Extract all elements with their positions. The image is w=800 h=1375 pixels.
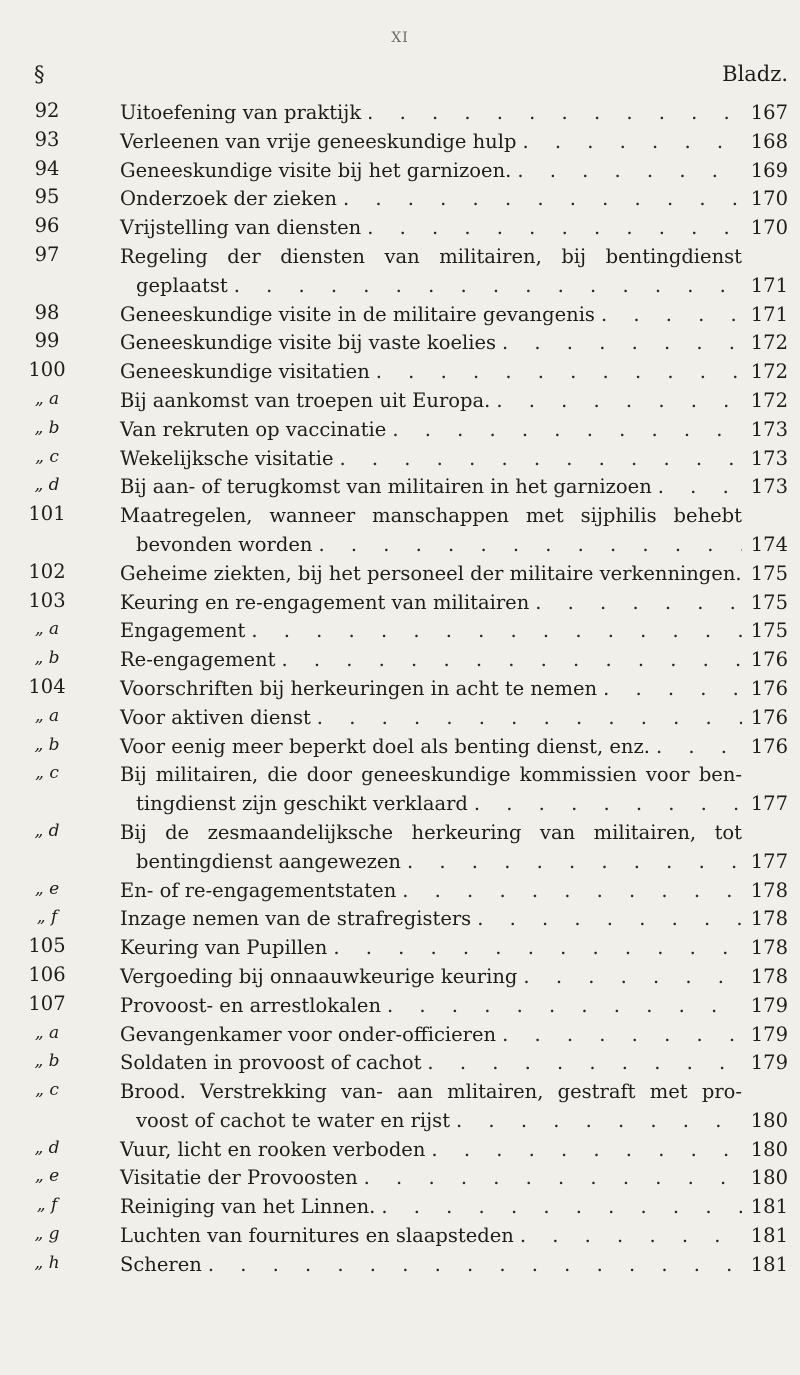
entry-number: „ c xyxy=(35,446,59,467)
entry-number: 100 xyxy=(28,358,66,382)
entry-title: Regeling der diensten van militairen, bij bentingdienst xyxy=(120,244,742,268)
entry-page-number: 175 xyxy=(750,619,788,643)
dot-leader xyxy=(396,877,742,906)
entry-number: 94 xyxy=(34,156,60,180)
entry-number: 96 xyxy=(34,214,60,238)
entry-title-wrap xyxy=(120,358,742,387)
toc-entry xyxy=(22,157,788,186)
dot-leader xyxy=(496,1021,742,1050)
entry-line xyxy=(120,1251,742,1280)
page-number: XI xyxy=(391,30,409,46)
dot-leader xyxy=(333,445,742,474)
entry-line xyxy=(120,675,742,704)
entry-line xyxy=(120,963,742,992)
entry-page-number: 177 xyxy=(750,849,788,873)
dot-leader xyxy=(358,1164,742,1193)
entry-line xyxy=(120,445,742,474)
entry-line xyxy=(120,1078,742,1107)
dot-leader xyxy=(228,272,742,301)
entry-page-number: 172 xyxy=(750,360,788,384)
dot-leader xyxy=(517,963,742,992)
toc-entry xyxy=(22,617,788,646)
entry-title: Voor eenig meer beperkt doel als benting dienst, enz. xyxy=(120,734,650,758)
entry-line xyxy=(120,1021,742,1050)
entry-title: Geneeskundige visite in de militaire gevangenis xyxy=(120,302,595,326)
toc-entry xyxy=(22,560,788,589)
entry-line xyxy=(120,128,742,157)
entry-page-number: 179 xyxy=(750,1022,788,1046)
entry-page-number: 172 xyxy=(750,388,788,412)
entry-title: Maatregelen, wanneer manschappen met sijphilis behebt xyxy=(120,504,742,528)
entry-title: Verleenen van vrije geneeskundige hulp xyxy=(120,129,517,153)
dot-leader xyxy=(450,1107,742,1136)
dot-leader xyxy=(381,992,742,1021)
entry-line xyxy=(120,704,742,733)
entry-title-wrap xyxy=(120,589,742,618)
entry-title-wrap xyxy=(120,646,742,675)
entry-title-wrap xyxy=(120,704,742,733)
toc-entry xyxy=(22,1222,788,1251)
entry-title: Geneeskundige visite bij het garnizoen. xyxy=(120,158,512,182)
entry-line xyxy=(120,99,742,128)
entry-title-wrap xyxy=(120,445,742,474)
dot-leader xyxy=(529,589,742,618)
entry-title-wrap xyxy=(136,848,742,877)
dot-leader xyxy=(275,646,742,675)
entry-page-number: 171 xyxy=(750,273,788,297)
toc-entry xyxy=(22,675,788,704)
entry-title-wrap xyxy=(120,185,742,214)
entry-number: „ b xyxy=(34,648,60,669)
entry-number: 95 xyxy=(34,185,60,209)
entry-page-number: 176 xyxy=(750,648,788,672)
entry-page-number: 178 xyxy=(750,907,788,931)
entry-page-number: 173 xyxy=(750,446,788,470)
toc-entry xyxy=(22,704,788,733)
entry-title: Vuur, licht en rooken verboden xyxy=(120,1137,426,1161)
entry-number: „ d xyxy=(34,820,60,841)
entry-title: Voorschriften bij herkeuringen in acht te nemen xyxy=(120,676,598,700)
entry-line xyxy=(120,502,742,531)
entry-number: 105 xyxy=(28,934,66,958)
dot-leader xyxy=(245,617,742,646)
toc-entry xyxy=(22,99,788,128)
entry-number: 103 xyxy=(28,588,66,612)
entry-title: Wekelijksche visitatie xyxy=(120,446,334,470)
entry-title: Vrijstelling van diensten xyxy=(120,216,362,240)
entry-number: „ a xyxy=(34,705,60,726)
entry-line xyxy=(120,1222,742,1251)
entry-title: voost of cachot te water en rijst xyxy=(136,1108,451,1132)
entry-number: „ g xyxy=(34,1224,60,1245)
entry-title: tingdienst zijn geschikt verklaard xyxy=(136,792,468,816)
entry-page-number: 181 xyxy=(750,1252,788,1276)
dot-leader xyxy=(652,473,742,502)
table-of-contents xyxy=(22,62,788,1280)
entry-page-number: 169 xyxy=(750,158,788,182)
entry-number: „ h xyxy=(34,1252,60,1273)
entry-number: „ b xyxy=(34,734,60,755)
entry-number: 92 xyxy=(34,99,60,122)
page-column-label: Bladz. xyxy=(722,62,788,86)
dot-leader xyxy=(514,1222,742,1251)
entry-page-number: 168 xyxy=(750,129,788,153)
entry-title-wrap xyxy=(136,1107,742,1136)
entry-line xyxy=(136,531,742,560)
entry-line xyxy=(136,1107,742,1136)
dot-leader xyxy=(312,531,742,560)
entry-title-wrap xyxy=(120,387,742,416)
entry-line xyxy=(120,329,742,358)
entry-line xyxy=(120,905,742,934)
entry-title-wrap xyxy=(120,1251,742,1280)
entry-title-wrap xyxy=(136,790,742,819)
entry-number: „ f xyxy=(36,1195,58,1216)
entry-line xyxy=(120,877,742,906)
toc-entry xyxy=(22,329,788,358)
entry-line xyxy=(120,473,742,502)
entry-number: „ b xyxy=(34,417,60,438)
entry-number: 97 xyxy=(34,242,60,266)
entry-page-number: 174 xyxy=(750,532,788,556)
entry-title-wrap xyxy=(120,473,742,502)
entry-page-number: 180 xyxy=(750,1137,788,1161)
entry-title-wrap xyxy=(120,1049,742,1078)
entry-line xyxy=(120,243,742,272)
entry-line xyxy=(120,819,742,848)
entry-number: „ e xyxy=(34,1166,60,1187)
entry-title-wrap xyxy=(120,963,742,992)
entry-number: 107 xyxy=(28,991,66,1015)
toc-entry xyxy=(22,1193,788,1222)
entry-page-number: 180 xyxy=(750,1166,788,1190)
entry-title-wrap xyxy=(136,531,742,560)
entry-page-number: 173 xyxy=(750,417,788,441)
dot-leader xyxy=(425,1136,742,1165)
entry-page-number: 178 xyxy=(750,878,788,902)
dot-leader xyxy=(421,1049,742,1078)
entry-title-wrap xyxy=(120,329,742,358)
toc-entry xyxy=(22,128,788,157)
dot-leader xyxy=(490,387,742,416)
entry-title: Van rekruten op vaccinatie xyxy=(120,417,387,441)
entry-line xyxy=(120,761,742,790)
entry-title: Onderzoek der zieken xyxy=(120,187,337,211)
entry-title: Brood. Verstrekking van- aan mlitairen, gestraft met pro- xyxy=(120,1080,742,1104)
entry-line xyxy=(120,1136,742,1165)
toc-entries xyxy=(22,99,788,1280)
entry-title: Bij militairen, die door geneeskundige kommissien voor ben- xyxy=(120,763,742,787)
toc-entry xyxy=(22,877,788,906)
entry-title-wrap xyxy=(120,733,742,762)
entry-number: „ a xyxy=(34,619,60,640)
toc-entry xyxy=(22,387,788,416)
entry-line xyxy=(120,560,742,589)
dot-leader xyxy=(468,790,742,819)
entry-page-number: 176 xyxy=(750,734,788,758)
dot-leader xyxy=(361,214,742,243)
entry-page-number: 179 xyxy=(750,993,788,1017)
entry-title: Voor aktiven dienst xyxy=(120,705,311,729)
toc-entry xyxy=(22,301,788,330)
entry-title-wrap xyxy=(120,1193,742,1222)
entry-title-wrap xyxy=(120,157,742,186)
entry-title-wrap xyxy=(120,1136,742,1165)
entry-title: Luchten van fournitures en slaapsteden xyxy=(120,1224,514,1248)
toc-entry xyxy=(22,905,788,934)
entry-title-wrap xyxy=(120,877,742,906)
entry-title: Keuring van Pupillen xyxy=(120,936,328,960)
entry-number: „ d xyxy=(34,475,60,496)
entry-line xyxy=(120,1164,742,1193)
toc-entry xyxy=(22,819,788,877)
entry-line xyxy=(120,1193,742,1222)
entry-title: Uitoefening van praktijk xyxy=(120,101,362,124)
entry-title-wrap xyxy=(136,272,742,301)
entry-title-wrap xyxy=(120,675,742,704)
entry-number: 98 xyxy=(34,300,60,324)
dot-leader xyxy=(471,905,742,934)
dot-leader xyxy=(401,848,742,877)
entry-number: 102 xyxy=(28,559,66,583)
entry-page-number: 178 xyxy=(750,964,788,988)
entry-title: Reiniging van het Linnen. xyxy=(120,1195,376,1219)
dot-leader xyxy=(496,329,742,358)
entry-number: „ d xyxy=(34,1137,60,1158)
toc-header xyxy=(22,62,788,99)
toc-entry xyxy=(22,589,788,618)
entry-title: Soldaten in provoost of cachot xyxy=(120,1051,422,1075)
entry-line xyxy=(120,646,742,675)
entry-line xyxy=(120,358,742,387)
entry-title-wrap xyxy=(120,617,742,646)
toc-entry xyxy=(22,1049,788,1078)
entry-page-number: 179 xyxy=(750,1051,788,1075)
entry-number: 104 xyxy=(28,674,66,698)
entry-title: Provoost- en arrestlokalen xyxy=(120,993,382,1017)
dot-leader xyxy=(375,1193,742,1222)
entry-title-wrap xyxy=(120,1021,742,1050)
entry-line xyxy=(120,214,742,243)
dot-leader xyxy=(516,128,742,157)
dot-leader xyxy=(337,185,742,214)
entry-title: Bij aankomst van troepen uit Europa. xyxy=(120,388,491,412)
dot-leader xyxy=(597,675,742,704)
entry-title: Bij de zesmaandelijksche herkeuring van militairen, tot xyxy=(120,820,742,844)
toc-entry xyxy=(22,761,788,819)
entry-line xyxy=(120,301,742,330)
entry-page-number: 177 xyxy=(750,792,788,816)
entry-number: 99 xyxy=(34,329,60,353)
entry-title: Geneeskundige visite bij vaste koelies xyxy=(120,331,497,355)
entry-line xyxy=(136,848,742,877)
entry-page-number: 175 xyxy=(750,561,788,585)
dot-leader xyxy=(386,416,742,445)
entry-line xyxy=(136,272,742,301)
entry-title-wrap xyxy=(120,214,742,243)
entry-title: Vergoeding bij onnaauwkeurige keuring xyxy=(120,964,518,988)
entry-title: Geheime ziekten, bij het personeel der militaire verkenningen. xyxy=(120,561,742,585)
toc-entry xyxy=(22,646,788,675)
entry-line xyxy=(120,416,742,445)
toc-entry xyxy=(22,416,788,445)
entry-page-number: 173 xyxy=(750,475,788,499)
entry-line xyxy=(120,185,742,214)
entry-title-wrap xyxy=(120,128,742,157)
entry-line xyxy=(120,157,742,186)
entry-title-wrap xyxy=(120,416,742,445)
entry-page-number: 176 xyxy=(750,676,788,700)
entry-number: „ a xyxy=(34,388,60,409)
entry-line xyxy=(120,589,742,618)
entry-title: Scheren xyxy=(120,1252,202,1276)
entry-title-wrap xyxy=(120,934,742,963)
entry-title: Bij aan- of terugkomst van militairen in het garnizoen xyxy=(120,475,652,499)
entry-page-number: 176 xyxy=(750,705,788,729)
toc-entry xyxy=(22,992,788,1021)
entry-title: bentingdienst aangewezen xyxy=(136,849,401,873)
entry-page-number: 180 xyxy=(750,1108,788,1132)
dot-leader xyxy=(511,157,742,186)
entry-title-wrap xyxy=(120,301,742,330)
entry-line xyxy=(136,790,742,819)
toc-entry xyxy=(22,1021,788,1050)
entry-title: Re-engagement xyxy=(120,648,276,672)
toc-entry xyxy=(22,445,788,474)
toc-entry xyxy=(22,502,788,560)
entry-number: 93 xyxy=(34,127,60,151)
dot-leader xyxy=(327,934,742,963)
entry-page-number: 175 xyxy=(750,590,788,614)
entry-number: „ a xyxy=(34,1022,60,1043)
entry-page-number: 181 xyxy=(750,1195,788,1219)
toc-entry xyxy=(22,934,788,963)
dot-leader xyxy=(595,301,742,330)
entry-number: „ e xyxy=(34,878,60,899)
entry-page-number: 181 xyxy=(750,1224,788,1248)
entry-number: „ c xyxy=(35,763,59,784)
entry-page-number: 178 xyxy=(750,936,788,960)
entry-page-number: 167 xyxy=(750,101,788,124)
toc-entry xyxy=(22,963,788,992)
entry-line xyxy=(120,1049,742,1078)
entry-title-wrap xyxy=(120,560,742,589)
entry-line xyxy=(120,387,742,416)
entry-line xyxy=(120,934,742,963)
entry-title: Keuring en re-engagement van militairen xyxy=(120,590,530,614)
entry-page-number: 171 xyxy=(750,302,788,326)
entry-title-wrap xyxy=(120,99,742,128)
entry-title: geplaatst xyxy=(136,273,228,297)
entry-title: Visitatie der Provoosten xyxy=(120,1166,358,1190)
toc-entry xyxy=(22,1164,788,1193)
entry-title: Inzage nemen van de strafregisters xyxy=(120,907,472,931)
entry-page-number: 172 xyxy=(750,331,788,355)
entry-title-wrap xyxy=(120,1222,742,1251)
entry-title: Engagement xyxy=(120,619,246,643)
dot-leader xyxy=(370,358,742,387)
entry-title: Geneeskundige visitatien xyxy=(120,360,370,384)
entry-line xyxy=(120,992,742,1021)
entry-title: Gevangenkamer voor onder-officieren xyxy=(120,1022,497,1046)
toc-entry xyxy=(22,473,788,502)
entry-title-wrap xyxy=(120,992,742,1021)
entry-line xyxy=(120,733,742,762)
toc-entry xyxy=(22,733,788,762)
toc-entry xyxy=(22,243,788,301)
entry-number: „ f xyxy=(36,907,58,928)
entry-title: bevonden worden xyxy=(136,532,313,556)
section-column-label: § xyxy=(34,62,45,86)
entry-number: 101 xyxy=(28,502,66,526)
entry-page-number: 170 xyxy=(750,216,788,240)
entry-number: 106 xyxy=(28,962,66,986)
entry-number: „ c xyxy=(35,1080,59,1101)
toc-entry xyxy=(22,1136,788,1165)
dot-leader xyxy=(361,99,742,128)
entry-title: En- of re-engagementstaten xyxy=(120,878,397,902)
dot-leader xyxy=(202,1251,742,1280)
toc-entry xyxy=(22,214,788,243)
toc-entry xyxy=(22,358,788,387)
toc-entry xyxy=(22,1078,788,1136)
toc-entry xyxy=(22,1251,788,1280)
dot-leader xyxy=(650,733,742,762)
entry-number: „ b xyxy=(34,1051,60,1072)
entry-title-wrap xyxy=(120,1164,742,1193)
entry-title-wrap xyxy=(120,905,742,934)
entry-line xyxy=(120,617,742,646)
dot-leader xyxy=(311,704,742,733)
entry-page-number: 170 xyxy=(750,187,788,211)
toc-entry xyxy=(22,185,788,214)
